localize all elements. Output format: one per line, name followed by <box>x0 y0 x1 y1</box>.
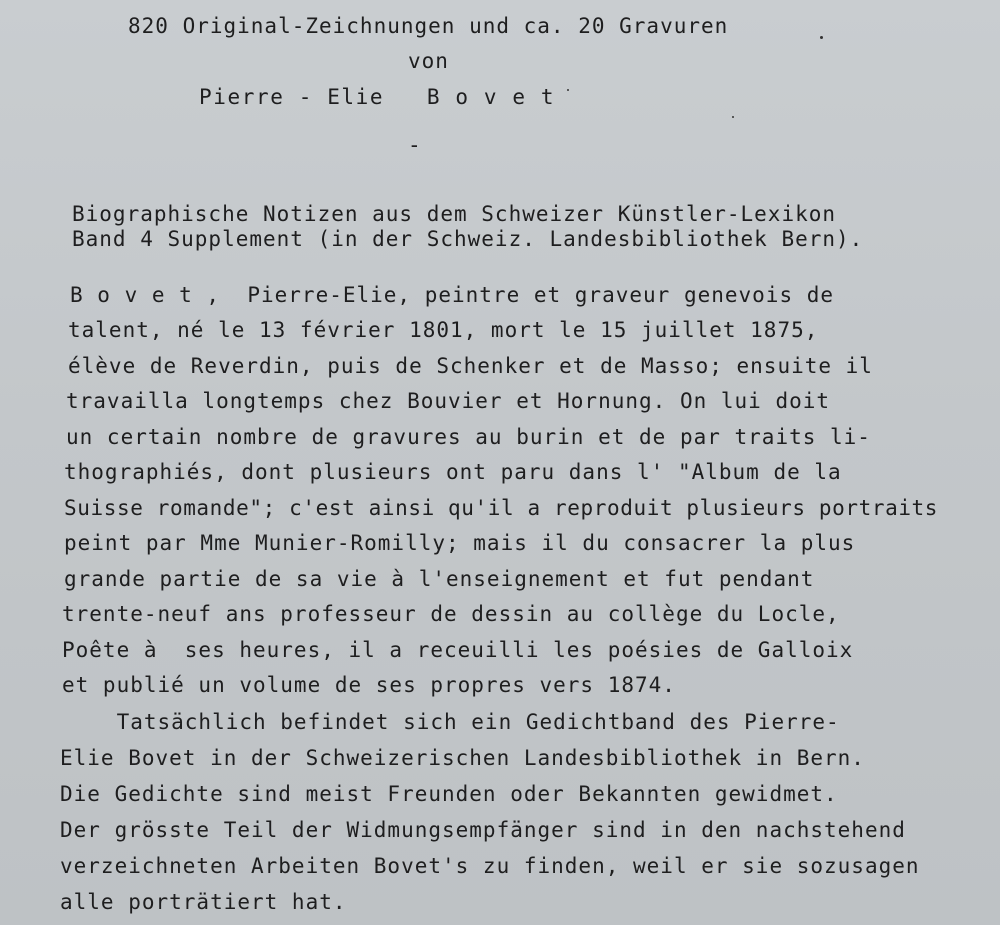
bio-line-8: peint par Mme Munier-Romilly; mais il du consacrer la plus <box>64 531 856 555</box>
source-line-2: Band 4 Supplement (in der Schweiz. Landesbibliothek Bern). <box>72 227 864 251</box>
ink-speck <box>820 36 823 39</box>
bio-line-9: grande partie de sa vie à l'enseignement et fut pendant <box>64 567 815 591</box>
bio-line-3: élève de Reverdin, puis de Schenker et de Masso; ensuite il <box>68 354 873 378</box>
bio-line-11: Poête à ses heures, il a receuilli les poésies de Galloix <box>62 638 854 662</box>
note-line-6: alle porträtiert hat. <box>60 890 347 914</box>
note-line-3: Die Gedichte sind meist Freunden oder Bekannten gewidmet. <box>60 782 838 806</box>
bio-line-7: Suisse romande"; c'est ainsi qu'il a reproduit plusieurs portraits <box>64 496 939 520</box>
bio-line-2: talent, né le 13 février 1801, mort le 15 juillet 1875, <box>68 318 819 342</box>
bio-line-12: et publié un volume de ses propres vers 1874. <box>62 673 676 697</box>
note-line-2: Elie Bovet in der Schweizerischen Landesbibliothek in Bern. <box>60 746 865 770</box>
header-title: 820 Original-Zeichnungen und ca. 20 Gravuren <box>128 14 729 38</box>
header-artist-name: Pierre - Elie B o v e t <box>199 85 556 109</box>
bio-line-1: B o v e t , Pierre-Elie, peintre et graveur genevois de <box>70 283 835 307</box>
bio-line-4: travailla longtemps chez Bouvier et Hornung. On lui doit <box>66 389 831 413</box>
bio-line-10: trente-neuf ans professeur de dessin au collège du Locle, <box>62 602 840 626</box>
source-line-1: Biographische Notizen aus dem Schweizer Künstler-Lexikon <box>72 202 837 226</box>
note-line-1: Tatsächlich befindet sich ein Gedichtband des Pierre- <box>62 710 840 734</box>
bio-line-6: thographiés, dont plusieurs ont paru dans l' "Album de la <box>64 460 842 484</box>
note-line-5: verzeichneten Arbeiten Bovet's zu finden, weil er sie sozusagen <box>60 854 920 878</box>
header-von: von <box>408 49 449 73</box>
bio-line-5: un certain nombre de gravures au burin et de par traits li- <box>66 425 871 449</box>
ink-speck <box>567 89 569 91</box>
header-dash: - <box>408 133 422 157</box>
note-line-4: Der grösste Teil der Widmungsempfänger sind in den nachstehend <box>60 818 906 842</box>
ink-speck <box>732 116 734 118</box>
